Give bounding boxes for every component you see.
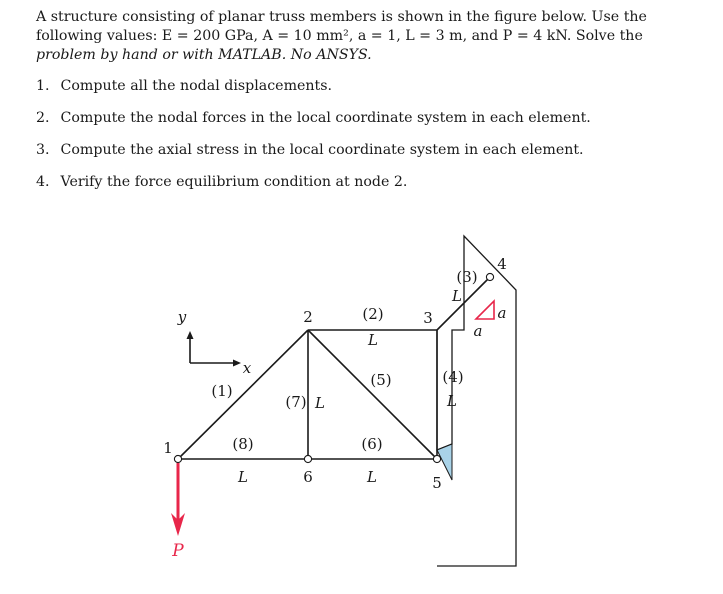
element-label-5: (5) xyxy=(370,371,392,389)
load-label: P xyxy=(172,541,184,561)
intro-line-1: A structure consisting of planar truss members is shown in the figure below. Use the xyxy=(36,9,647,25)
element-label-4: (4) xyxy=(442,368,464,386)
node-label-4: 4 xyxy=(497,255,507,273)
node-4-hinge xyxy=(486,273,493,280)
element-label-6: (6) xyxy=(361,435,383,453)
node-label-5: 5 xyxy=(432,474,442,492)
element-label-2: (2) xyxy=(362,305,384,323)
node-label-1: 1 xyxy=(163,439,173,457)
task-text: Verify the force equilibrium condition at node 2. xyxy=(60,174,408,190)
node-1-hinge xyxy=(174,455,181,462)
x-axis-label: x xyxy=(242,359,252,377)
element-label-1: (1) xyxy=(211,382,233,400)
task-number: 1. xyxy=(36,78,50,94)
length-label-8: L xyxy=(238,468,248,486)
node-5-hinge xyxy=(433,455,440,462)
task-number: 2. xyxy=(36,110,50,126)
task-text: Compute all the nodal displacements. xyxy=(60,78,333,94)
intro-line-2: following values: E = 200 GPa, A = 10 mm², a = 1, L = 3 m, and P = 4 kN. Solve the xyxy=(36,28,643,44)
y-axis-label: y xyxy=(177,308,187,326)
task-number: 4. xyxy=(36,174,50,190)
task-text: Compute the axial stress in the local coordinate system in each element. xyxy=(60,142,584,158)
slope-rise-label: a xyxy=(497,304,507,322)
y-axis-arrowhead xyxy=(187,331,194,339)
element-label-7: (7) xyxy=(285,393,307,411)
node-label-3: 3 xyxy=(423,309,433,327)
element-label-3: (3) xyxy=(456,268,478,286)
length-label-4: L xyxy=(447,392,457,410)
slope-run-label: a xyxy=(473,322,483,340)
node-label-2: 2 xyxy=(303,308,313,326)
task-text: Compute the nodal forces in the local coordinate system in each element. xyxy=(60,110,591,126)
slope-triangle xyxy=(476,301,494,319)
node-6-hinge xyxy=(304,455,311,462)
length-label-7: L xyxy=(315,394,325,412)
intro-line-3: problem by hand or with MATLAB. No ANSYS. xyxy=(36,47,372,63)
node-label-6: 6 xyxy=(303,468,313,486)
x-axis-arrowhead xyxy=(233,360,241,367)
task-number: 3. xyxy=(36,142,50,158)
length-label-2: L xyxy=(368,331,378,349)
length-label-6: L xyxy=(367,468,377,486)
element-label-8: (8) xyxy=(232,435,254,453)
length-label-3: L xyxy=(452,287,462,305)
